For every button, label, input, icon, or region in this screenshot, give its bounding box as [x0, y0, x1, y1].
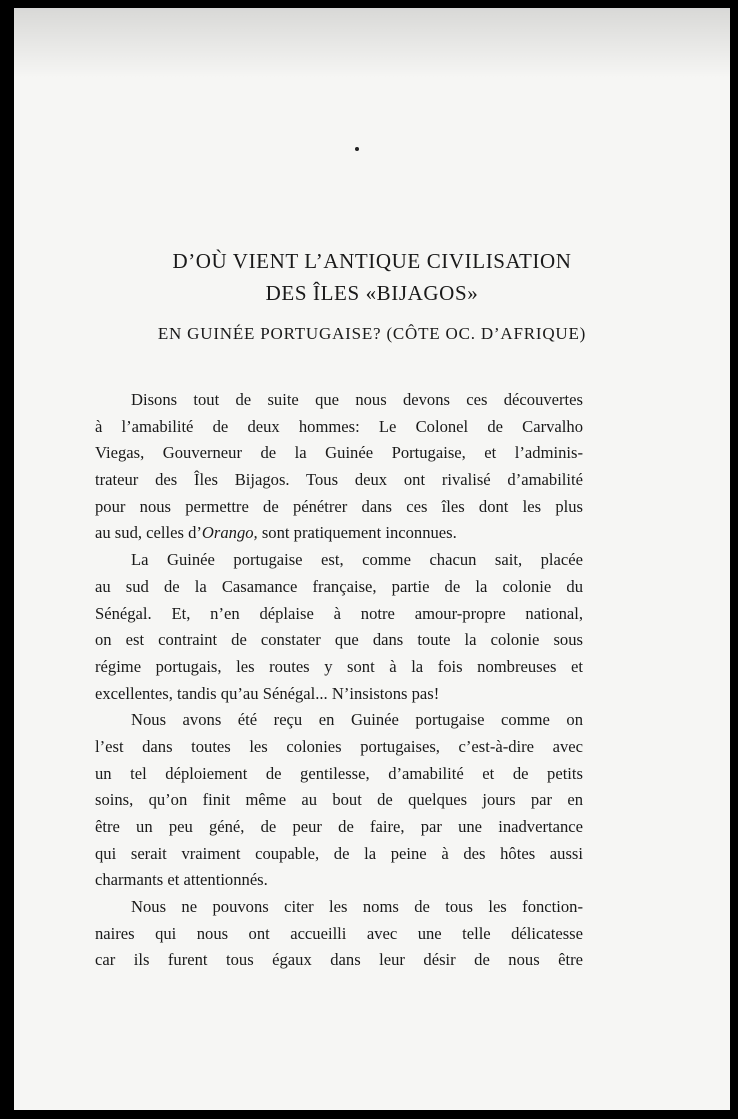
text-line: Nous ne pouvons citer les noms de tous les fonction-: [131, 897, 583, 917]
text-line: qui serait vraiment coupable, de la peine à des hôtes aussi: [95, 843, 583, 863]
place-name: Orango,: [201, 523, 258, 543]
text-line: on est contraint de constater que dans toute la colonie sous: [95, 630, 583, 650]
text-line: Disons tout de suite que nous devons ces découvertes: [131, 390, 583, 409]
text-line: car ils furent tous égaux dans leur désir de nous être: [95, 950, 583, 970]
title-line-1: D’OÙ VIENT L’ANTIQUE CIVILISATION: [172, 249, 572, 273]
text-line: [95, 520, 583, 547]
paragraph: [95, 894, 583, 974]
text-line: au sud de la Casamance française, partie de la colonie du: [95, 576, 583, 596]
text-line: soins, qu’on finit même au bout de quelques jours par en: [95, 790, 583, 810]
text-line: l’est dans toutes les colonies portugaises, c’est-à-dire avec: [95, 736, 583, 756]
text-line: régime portugais, les routes y sont à la fois nombreuses et: [95, 656, 583, 676]
text-line: à l’amabilité de deux hommes: Le Colonel de Carvalho: [95, 416, 583, 436]
text-line: Nous avons été reçu en Guinée portugaise comme on: [131, 710, 583, 730]
text-line: un tel déploiement de gentilesse, d’amabilité et de petits: [95, 763, 583, 783]
text-line: Viegas, Gouverneur de la Guinée Portugaise, et l’adminis-: [95, 443, 583, 463]
text-segment: au sud, celles d’: [95, 523, 202, 543]
text-line: La Guinée portugaise est, comme chacun sait, placée: [131, 550, 583, 570]
ink-speck: [355, 147, 359, 151]
body-text: [95, 387, 583, 974]
paragraph: [95, 387, 583, 547]
paragraph: [95, 707, 583, 894]
text-line: être un peu géné, de peur de faire, par une inadvertance: [95, 817, 583, 836]
text-line: pour nous permettre de pénétrer dans ces îles dont les plus: [95, 496, 583, 516]
subtitle: EN GUINÉE PORTUGAISE? (CÔTE OC. D’AFRIQUE): [157, 324, 587, 343]
text-line: trateur des Îles Bijagos. Tous deux ont rivalisé d’amabilité: [95, 470, 583, 490]
paragraph: [95, 547, 583, 707]
text-line: excellentes, tandis qu’au Sénégal... N’insistons pas!: [95, 683, 440, 703]
text-segment: sont pratiquement inconnues.: [257, 523, 457, 543]
document-page: [14, 8, 730, 1110]
text-line: Sénégal. Et, n’en déplaise à notre amour-propre national,: [95, 603, 583, 623]
title-line-2: DES ÎLES «BIJAGOS»: [265, 281, 479, 305]
text-line: charmants et attentionnés.: [95, 870, 268, 890]
text-line: naires qui nous ont accueilli avec une telle délicatesse: [95, 923, 583, 943]
